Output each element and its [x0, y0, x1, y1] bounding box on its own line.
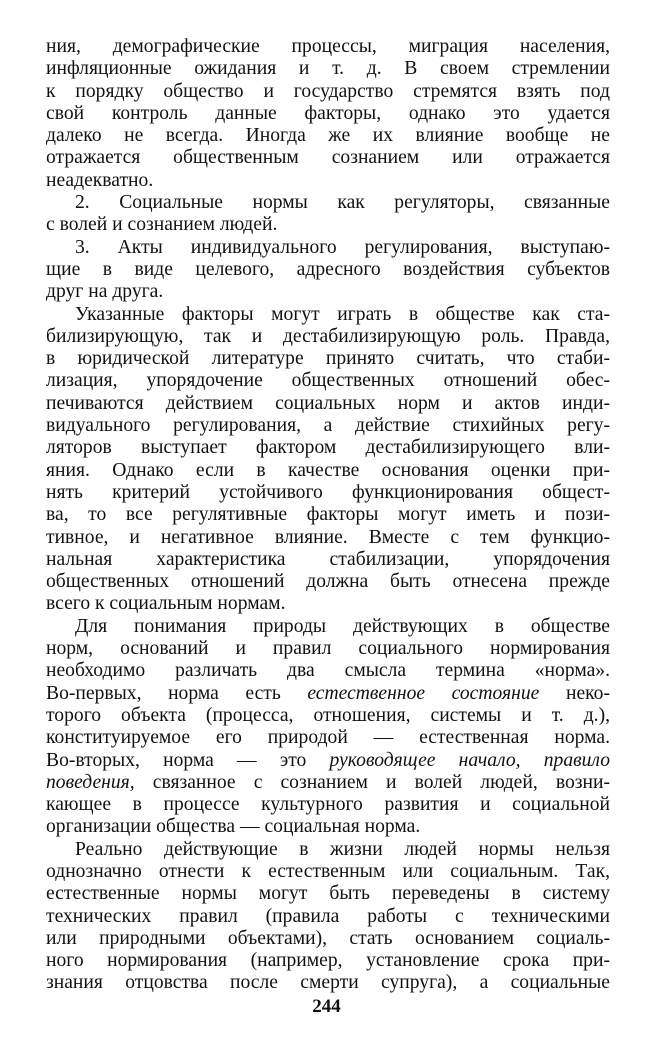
text-line: неадекватно. [46, 169, 154, 191]
text-line: далеко не всегда. Иногда же их влияние вообще не [46, 125, 610, 147]
text-run: неко- [539, 682, 610, 704]
text-run: Во-первых, норма есть [46, 682, 308, 704]
text-line: нальная характеристика стабилизации, упорядочения [46, 548, 610, 570]
text-line: печиваются действием социальных норм и актов инди- [46, 392, 610, 414]
text-line: ляторов выступает фактором дестабилизирующего вли- [46, 437, 610, 459]
text-run: связанное с сознанием и волей людей, возни- [134, 771, 610, 793]
text-line: ного нормирования (например, установление срока при- [46, 950, 610, 972]
text-line: естественные нормы могут быть переведены в систему [46, 883, 610, 905]
text-line: яния. Однако если в качестве основания оценки при- [46, 459, 610, 481]
text-line: щие в виде целевого, адресного воздействия субъектов [46, 258, 610, 280]
text-line: к порядку общество и государство стремятся взять под [46, 80, 610, 102]
text-line: норм, оснований и правил социального нормирования [46, 638, 610, 660]
text-line: технических правил (правила работы с техническими [46, 905, 610, 927]
italic-term: поведения, [46, 771, 135, 793]
text-line: билизирующую, так и дестабилизирующую роль. Правда, [46, 325, 610, 347]
text-line: всего к социальным нормам. [46, 593, 286, 615]
text-line [46, 683, 610, 705]
text-line: кающее в процессе культурного развития и социальной [46, 794, 610, 816]
text-line: свой контроль данные факторы, однако это удается [46, 102, 610, 124]
text-line: конституируемое его природой — естественная норма. [46, 727, 610, 749]
text-line: организации общества — социальная норма. [46, 816, 421, 838]
text-line: Указанные факторы могут играть в обществе как ста- [75, 303, 610, 325]
text-line: с волей и сознанием людей. [46, 214, 278, 236]
text-line: отражается общественным сознанием или отражается [46, 147, 610, 169]
body-text [46, 36, 610, 995]
text-line: нять критерий устойчивого функционирования общест- [46, 481, 610, 503]
italic-term: руководящее начало, правило [329, 749, 610, 771]
text-line [46, 772, 610, 794]
text-line: тивное, и негативное влияние. Вместе с тем функцио- [46, 526, 610, 548]
text-line: ва, то все регулятивные факторы могут иметь и пози- [46, 504, 610, 526]
text-line: ния, демографические процессы, миграция населения, [46, 36, 610, 57]
text-line [46, 750, 610, 772]
text-line: или природными объектами), стать основанием социаль- [46, 927, 610, 949]
text-line: 2. Социальные нормы как регуляторы, связанные [75, 192, 610, 214]
text-line: однозначно отнести к естественным или социальным. Так, [46, 860, 610, 882]
text-line: друг на друга. [46, 281, 164, 303]
text-line: Реально действующие в жизни людей нормы нельзя [75, 838, 610, 860]
text-line: 3. Акты индивидуального регулирования, выступаю- [75, 236, 610, 258]
italic-term: естественное состояние [307, 682, 540, 704]
text-line: необходимо различать два смысла термина «норма». [46, 660, 610, 682]
text-line: инфляционные ожидания и т. д. В своем стремлении [46, 58, 610, 80]
text-line: торого объекта (процесса, отношения, системы и т. д.), [46, 704, 610, 726]
text-line: Для понимания природы действующих в обществе [75, 615, 610, 637]
text-line: видуального регулирования, а действие стихийных регу- [46, 415, 610, 437]
text-line: знания отцовства после смерти супруга), а социальные [46, 972, 610, 994]
page-number: 244 [312, 996, 341, 1017]
text-line: в юридической литературе принято считать, что стаби- [46, 348, 610, 370]
text-run: Во-вторых, норма — это [46, 749, 330, 771]
text-line: общественных отношений должна быть отнесена прежде [46, 571, 610, 593]
text-line: лизация, упорядочение общественных отношений обес- [46, 370, 610, 392]
